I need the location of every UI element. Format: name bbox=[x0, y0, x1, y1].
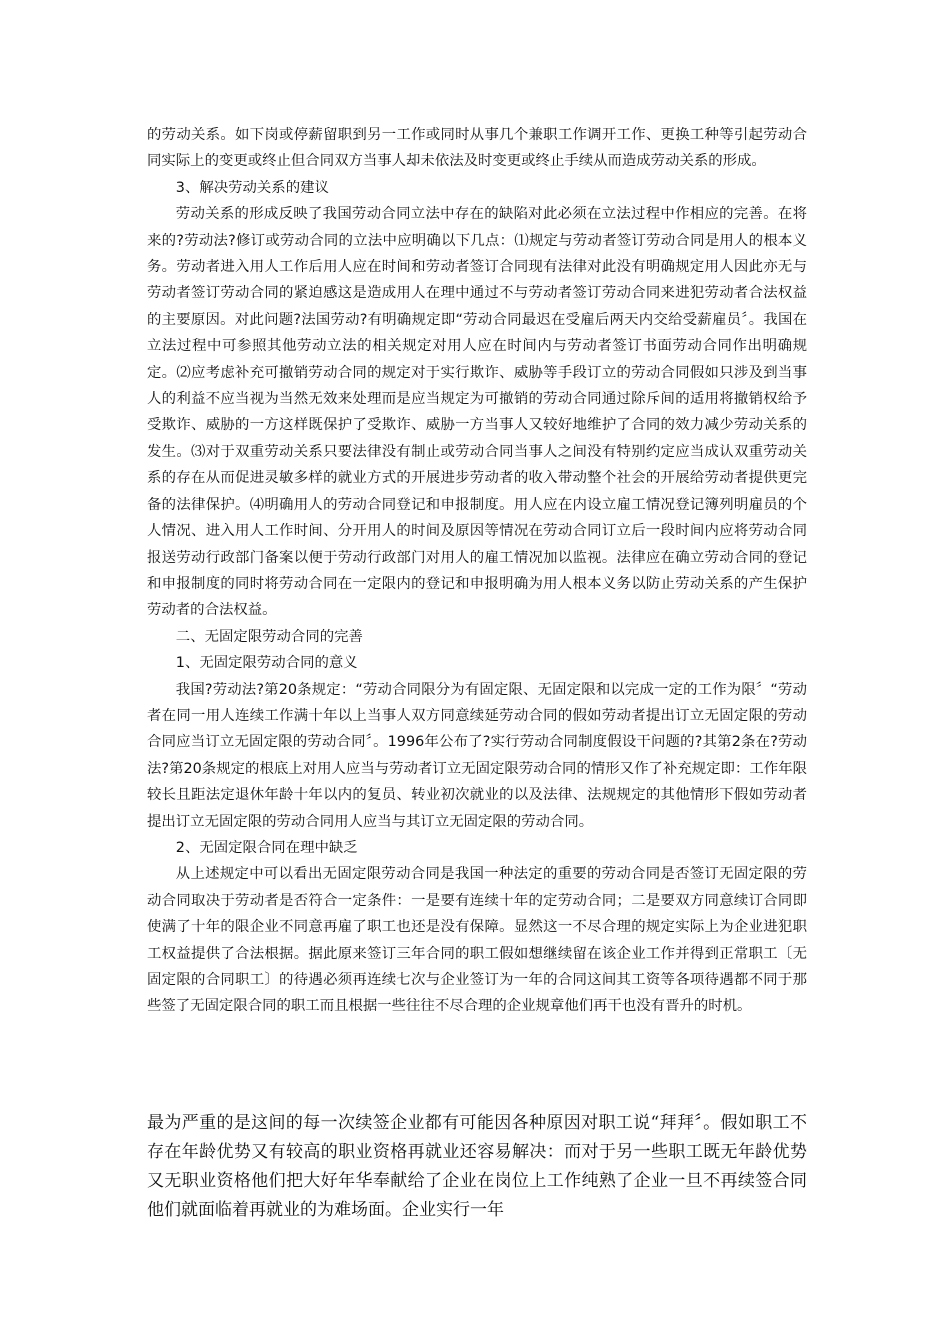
heading-resolve-labor-relations: 3、解决劳动关系的建议 bbox=[175, 179, 329, 196]
paragraph-labor-relation-continuation: 的劳动关系。如下岗或停薪留职到另一工作或同时从事几个兼职工作调开工作、更换工种等引起劳动合同实际上的变更或终止但合同双方当事人却未依法及时变更或终止手续从而造成劳动关系的形成。 bbox=[147, 127, 807, 170]
paragraph-contract-analysis: 从上述规定中可以看出无固定限劳动合同是我国一种法定的重要的劳动合同是否签订无固定限的劳动合同取决于劳动者是否符合一定条件：一是要有连续十年的定劳动合同；二是要双方同意续订合同即使满了十年的限企业不同意再雇了职工也还是没有保障。显然这一不尽合理的规定实际上为企业进犯职工权益提供了合法根据。据此原来签订三年合同的职工假如想继续留在该企业工作并得到正常职工〔无固定限的合同职工〕的待遇必须再连续七次与企业签订为一年的合同这间其工资等各项待遇都不同于那些签了无固定限合同的职工而且根据一些往往不尽合理的企业规章他们再干也没有晋升的时机。 bbox=[147, 866, 807, 1015]
heading-contract-significance: 1、无固定限劳动合同的意义 bbox=[175, 655, 358, 672]
document-body bbox=[147, 122, 807, 1020]
paragraph-legislative-suggestions: 劳动关系的形成反映了我国劳动合同立法中存在的缺陷对此必须在立法过程中作相应的完善。在将来的?劳动法?修订或劳动合同的立法中应明确以下几点：⑴规定与劳动者签订劳动合同是用人的根本义务。劳动者进入用人工作后用人应在时间和劳动者签订合同现有法律对此没有明确规定用人因此亦无与劳动者签订劳动合同的紧迫感这是造成用人在理中通过不与劳动者签订劳动合同来进犯劳动者合法权益的主要原因。对此问题?法国劳动?有明确规定即“劳动合同最迟在受雇后两天内交给受薪雇员〞。我国在立法过程中可参照其他劳动立法的相关规定对用人应在时间内与劳动者签订书面劳动合同作出明确规定。⑵应考虑补充可撤销劳动合同的规定对于实行欺诈、威胁等手段订立的劳动合同假如只涉及到当事人的利益不应当视为当然无效来处理而是应当规定为可撤销的劳动合同通过除斥间的适用将撤销权给予受欺诈、威胁的一方这样既保护了受欺诈、威胁一方当事人又较好地维护了合同的效力减少劳动关系的发生。⑶对于双重劳动关系只要法律没有制止或劳动合同当事人之间没有特别约定应当成认双重劳动关系的存在从而促进灵敏多样的就业方式的开展进步劳动者的收入带动整个社会的开展给劳动者提供更完备的法律保护。⑷明确用人的劳动合同登记和申报制度。用人应在内设立雇工情况登记簿列明雇员的个人情况、进入用人工作时间、分开用人的时间及原因等情况在劳动合同订立后一段时间内应将劳动合同报送劳动行政部门备案以便于劳动行政部门对用人的雇工情况加以监视。法律应在确立劳动合同的登记和申报制度的同时将劳动合同在一定限内的登记和申报明确为用人根本义务以防止劳动关系的产生保护劳动者的合法权益。 bbox=[147, 206, 807, 619]
heading-contract-shortcomings: 2、无固定限合同在理中缺乏 bbox=[175, 839, 358, 856]
paragraph-renewal-risk: 最为严重的是这间的每一次续签企业都有可能因各种原因对职工说“拜拜〞。假如职工不存在年龄优势又有较高的职业资格再就业还容易解决：而对于另一些职工既无年龄优势又无职业资格他们把大好年华奉献给了企业在岗位上工作纯熟了企业一旦不再续签合同他们就面临着再就业的为难场面。企业实行一年 bbox=[147, 1113, 807, 1220]
document-body-large bbox=[147, 1109, 807, 1225]
paragraph-labor-law-article-20: 我国?劳动法?第20条规定：“劳动合同限分为有固定限、无固定限和以完成一定的工作为限〞“劳动者在同一用人连续工作满十年以上当事人双方同意续延劳动合同的假如劳动者提出订立无固定限的劳动合同应当订立无固定限的劳动合同〞。1996年公布了?实行劳动合同制度假设干问题的?其第2条在?劳动法?第20条规定的根底上对用人应当与劳动者订立无固定限劳动合同的情形又作了补充规定即：工作年限较长且距法定退休年龄十年以内的复员、转业初次就业的以及法律、法规规定的其他情形下假如劳动者提出订立无固定限的劳动合同用人应当与其订立无固定限的劳动合同。 bbox=[147, 681, 807, 830]
heading-indefinite-term-contract: 二、无固定限劳动合同的完善 bbox=[175, 628, 363, 645]
